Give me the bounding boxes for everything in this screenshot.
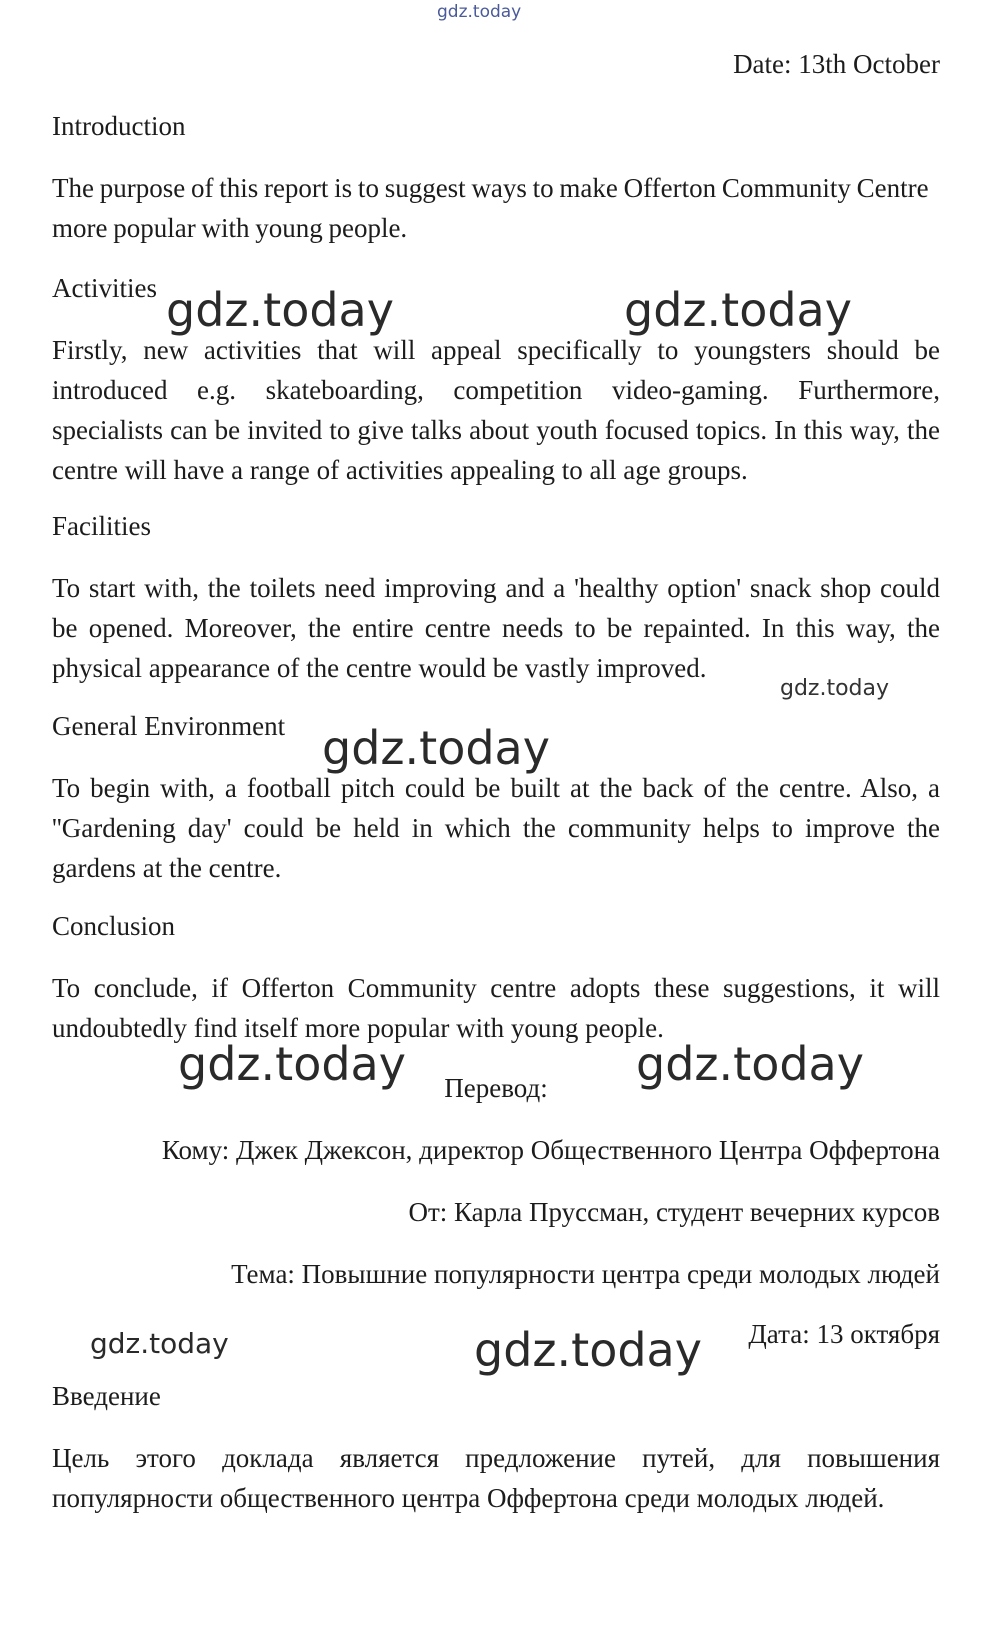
watermark-8: gdz.today [474,1323,702,1377]
watermark-5: gdz.today [178,1037,406,1091]
watermark-7: gdz.today [90,1327,229,1360]
section-heading-introduction: Introduction [52,111,186,141]
section-heading-facilities: Facilities [52,511,151,541]
watermark-4: gdz.today [322,721,550,775]
section-heading-conclusion: Conclusion [52,911,176,941]
translation-title: Перевод: [444,1073,548,1103]
section-body-conclusion: To conclude, if Offerton Community centre adopts these suggestions, it will undoubtedly find itself more popular with young people. [52,973,940,1043]
translation-to: Кому: Джек Джексон, директор Общественного Центра Оффертона [161,1135,940,1165]
section-heading-general-environment: General Environment [52,711,286,741]
translation-intro-body: Цель этого доклада является предложение путей, для повышения популярности общественного центра Оффертона среди молодых людей. [52,1443,940,1513]
translation-subject: Тема: Повышние популярности центра среди молодых людей [231,1259,940,1289]
section-body-introduction: The purpose of this report is to suggest ways to make Offerton Community Centre more popular with young people. [52,173,929,243]
section-body-activities: Firstly, new activities that will appeal specifically to youngsters should be introduced e.g. skateboarding, competition video-gaming. Furthermore, specialists can be invited to give talks about youth focused topics. In this way, the centre will have a range of activities appealing to all age groups. [52,335,940,485]
translation-date: Дата: 13 октября [748,1319,940,1349]
section-body-general-environment: To begin with, a football pitch could be built at the back of the centre. Also, a ''Gardening day' could be held in which the community helps to improve the gardens at the centre. [52,773,940,883]
translation-from: От: Карла Пруссман, студент вечерних курсов [408,1197,940,1227]
watermark-6: gdz.today [636,1037,864,1091]
watermark-1: gdz.today [166,283,394,337]
watermark-top: gdz.today [437,2,522,22]
translation-intro-heading: Введение [52,1381,161,1411]
section-heading-activities: Activities [52,273,157,303]
watermark-2: gdz.today [624,283,852,337]
section-body-facilities: To start with, the toilets need improving and a 'healthy option' snack shop could be opened. Moreover, the entire centre needs to be repainted. In this way, the physical appearance of the centre would be vastly improved. [52,573,940,683]
watermark-3: gdz.today [780,676,890,701]
report-date: Date: 13th October [733,49,940,79]
